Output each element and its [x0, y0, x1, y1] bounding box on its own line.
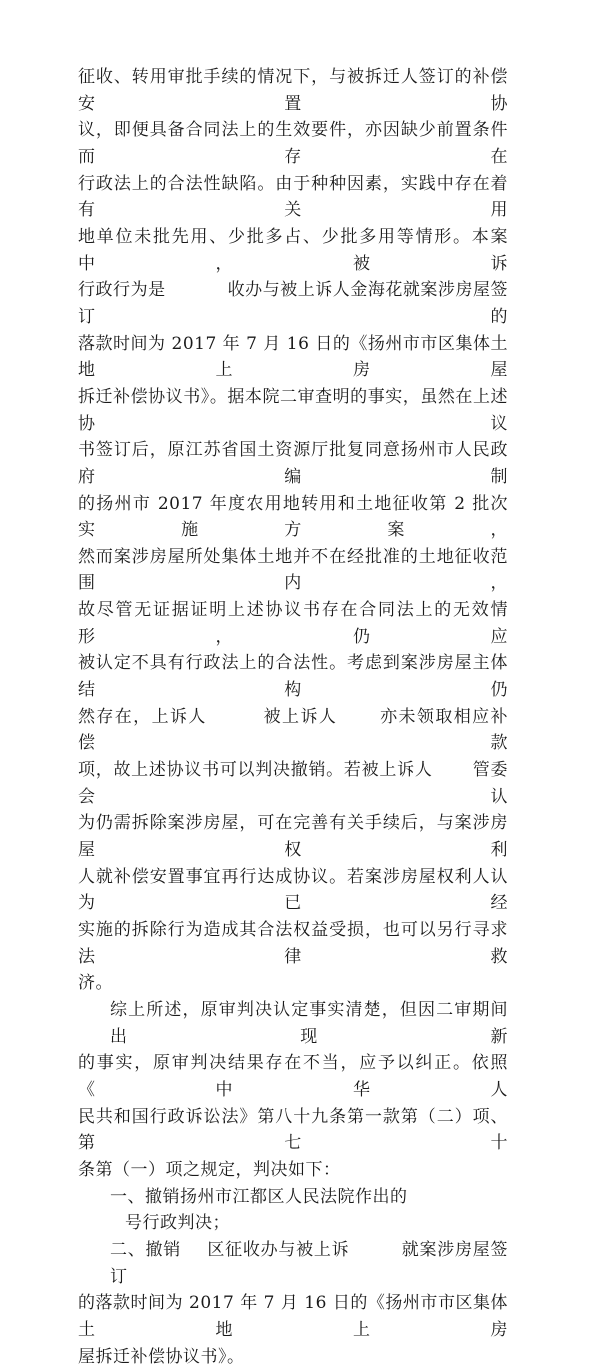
- text-segment: 区征收办与被上诉: [207, 1240, 349, 1260]
- text-line: 实施的拆除行为造成其合法权益受损，也可以另行寻求法律救: [78, 917, 508, 970]
- text-line: 号行政判决；: [78, 1210, 508, 1237]
- text-segment: 管委会认: [78, 760, 508, 807]
- text-line: 征收、转用审批手续的情况下，与被拆迁人签订的补偿安置协: [78, 64, 508, 117]
- text-line: 的落款时间为 2017 年 7 月 16 日的《扬州市市区集体土地上房: [78, 1290, 508, 1343]
- text-segment: 就案涉房屋签订: [110, 1240, 508, 1287]
- text-line: 条第（一）项之规定，判决如下：: [78, 1157, 508, 1184]
- text-line: 然而案涉房屋所处集体土地并不在经批准的土地征收范围内，: [78, 544, 508, 597]
- text-line: 人就补偿安置事宜再行达成协议。若案涉房屋权利人认为已经: [78, 864, 508, 917]
- text-line: 落款时间为 2017 年 7 月 16 日的《扬州市市区集体土地上房屋: [78, 331, 508, 384]
- text-segment: 被上诉人: [263, 707, 337, 727]
- text-segment: 收办与被上诉人金海花就案涉房屋签订的: [78, 280, 508, 327]
- judgment-item-1: 一、撤销扬州市江都区人民法院作出的: [78, 1184, 508, 1211]
- text-line: [78, 277, 508, 330]
- text-segment: 亦未领取相应补偿款: [78, 707, 508, 754]
- text-line: 地单位未批先用、少批多占、少批多用等情形。本案中，被诉: [78, 224, 508, 277]
- text-line: 屋拆迁补偿协议书》。: [78, 1344, 508, 1370]
- text-line: [78, 704, 508, 757]
- text-line: [78, 757, 508, 810]
- text-segment: 然存在，上诉人: [78, 707, 207, 727]
- text-line: 民共和国行政诉讼法》第八十九条第一款第（二）项、第七十: [78, 1104, 508, 1157]
- text-line: 议，即便具备合同法上的生效要件，亦因缺少前置条件而存在: [78, 117, 508, 170]
- text-line: 行政法上的合法性缺陷。由于种种因素，实践中存在着有关用: [78, 171, 508, 224]
- text-line: 综上所述，原审判决认定事实清楚，但因二审期间出现新: [78, 997, 508, 1050]
- text-segment: 项，故上述协议书可以判决撤销。若被上诉人: [78, 760, 433, 780]
- document-page: [78, 64, 508, 1370]
- text-line: 书签订后，原江苏省国土资源厅批复同意扬州市人民政府编制: [78, 437, 508, 490]
- text-line: 的扬州市 2017 年度农用地转用和土地征收第 2 批次实施方案，: [78, 491, 508, 544]
- text-segment: 行政行为是: [78, 280, 166, 300]
- text-line: 为仍需拆除案涉房屋，可在完善有关手续后，与案涉房屋权利: [78, 810, 508, 863]
- text-line: 故尽管无证据证明上述协议书存在合同法上的无效情形，仍应: [78, 597, 508, 650]
- text-line: 的事实，原审判决结果存在不当，应予以纠正。依照《中华人: [78, 1050, 508, 1103]
- text-line: 被认定不具有行政法上的合法性。考虑到案涉房屋主体结构仍: [78, 650, 508, 703]
- text-line: 拆迁补偿协议书》。据本院二审查明的事实，虽然在上述协议: [78, 384, 508, 437]
- judgment-item-2: [78, 1237, 508, 1290]
- text-segment: 二、撤销: [110, 1240, 181, 1260]
- text-line: 济。: [78, 970, 508, 997]
